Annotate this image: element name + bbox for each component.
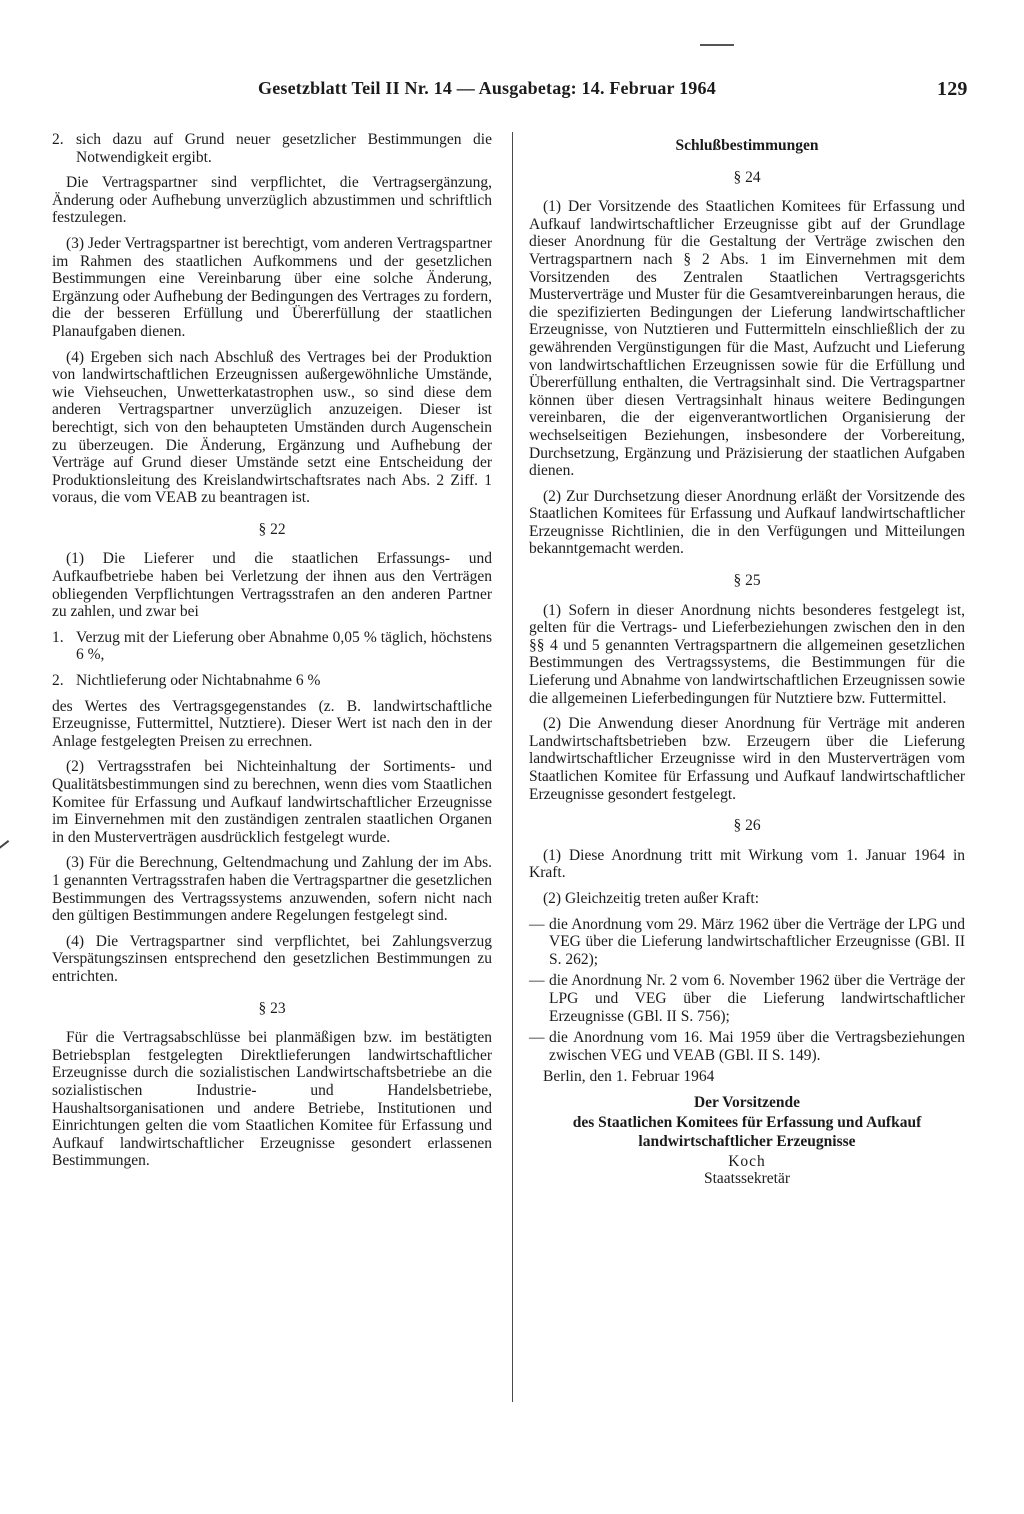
paragraph: des Wertes des Vertragsgegenstandes (z. B. landwirtschaftliche Erzeugnisse, Futtermittel, Nutztiere). Dieser Wert ist nach den in der Anlage festgelegten Preisen zu errechnen. (52, 697, 492, 750)
dash-item-text: die Anordnung vom 29. März 1962 über die Verträge der LPG und VEG über die Lieferung landwirtschaftlicher Erzeugnisse (GBl. II S. 262); (549, 915, 965, 968)
dash-item (529, 916, 965, 969)
section-heading-24: § 24 (733, 168, 761, 186)
signature-title-line: des Staatlichen Komitees für Erfassung und Aufkauf (572, 1113, 922, 1131)
paragraph: (3) Für die Berechnung, Geltendmachung und Zahlung der im Abs. 1 genannten Vertragsstrafen haben die Vertragspartner die gesetzlichen Bestimmungen des Vertragssystems anzuwenden, sofern nicht nach den gültigen Bestimmungen andere Regelungen festgelegt sind. (52, 854, 492, 925)
dash-item-text: die Anordnung Nr. 2 vom 6. November 1962 über die Verträge der LPG und VEG über die Lieferung landwirtschaftlicher Erzeugnisse (GBl. II S. 756); (549, 972, 965, 1025)
signature-title-line: landwirtschaftlicher Erzeugnisse (638, 1133, 856, 1151)
list-item (52, 131, 492, 166)
paragraph: (4) Ergeben sich nach Abschluß des Vertrages bei der Produktion von landwirtschaftlichen Erzeugnissen außergewöhnliche Umstände, wie Viehseuchen, Unwetterkatastrophen usw., so sind diese dem anderen Vertragspartner unverzüglich anzuzeigen. Dieser ist berechtigt, sich von den behaupteten Umständen durch Augenschein zu überzeugen. Die Änderung, Ergänzung und Aufhebung der Verträge auf Grund dieser Umstände setzt eine Entscheidung der Produktionsleitung des Kreislandwirtschaftsrates nach Abs. 2 Ziff. 1 voraus, die vom VEAB zu beantragen ist. (52, 348, 492, 507)
header-title: Gesetzblatt Teil II Nr. 14 — Ausgabetag: 14. Februar 1964 (258, 78, 716, 98)
page-number: 129 (937, 78, 968, 100)
signature-block (529, 1094, 965, 1188)
dash-marker: — (529, 1029, 545, 1047)
list-item-text: Nichtlieferung oder Nichtabnahme 6 % (76, 672, 321, 690)
paragraph: Die Vertragspartner sind verpflichtet, die Vertragsergänzung, Änderung oder Aufhebung unverzüglich abzustimmen und schriftlich festzulegen. (52, 174, 492, 227)
section-heading-26: § 26 (733, 817, 761, 835)
signatory-role: Staatssekretär (703, 1170, 791, 1188)
list-item-number: 1. (52, 628, 64, 646)
list-item-number: 2. (52, 131, 64, 148)
dash-marker: — (529, 915, 545, 933)
running-header (0, 74, 1024, 104)
scan-mark (700, 44, 734, 46)
signatory-name: Koch (728, 1152, 766, 1170)
list-item (52, 629, 492, 664)
paragraph: (2) Gleichzeitig treten außer Kraft: (543, 889, 760, 907)
paragraph: (1) Die Lieferer und die staatlichen Erfassungs- und Aufkaufbetriebe haben bei Verletzung der ihnen aus den Verträgen obliegenden Verpflichtungen Vertragsstrafen an den anderen Partner zu zahlen, und zwar bei (52, 550, 492, 621)
paragraph: (1) Diese Anordnung tritt mit Wirkung vom 1. Januar 1964 in Kraft. (529, 846, 965, 882)
section-heading-22: § 22 (258, 520, 286, 538)
section-heading-23: § 23 (258, 999, 286, 1017)
list-item (52, 672, 492, 690)
paragraph: (2) Die Anwendung dieser Anordnung für Verträge mit anderen Landwirtschaftsbetrieben bzw. Erzeugern über die Lieferung landwirtschaftlicher Erzeugnisse wird in den Musterverträgen vom Staatlichen Komitee für Erfassung und Aufkauf landwirtschaftlicher Erzeugnisse gesondert festgelegt. (529, 715, 965, 803)
right-column (529, 131, 965, 1188)
list-item-text: sich dazu auf Grund neuer gesetzlicher Bestimmungen die Notwendigkeit ergibt. (76, 131, 492, 166)
dash-marker: — (529, 972, 545, 990)
paragraph: (2) Vertragsstrafen bei Nichteinhaltung der Sortiments- und Qualitätsbestimmungen sind zu berechnen, wenn dies vom Staatlichen Komitee für Erfassung und Aufkauf landwirtschaftlicher Erzeugnisse im Einvernehmen mit den zuständigen zentralen staatlichen Organen in den Musterverträgen ausdrücklich festgelegt wurde. (52, 758, 492, 846)
paragraph: (2) Zur Durchsetzung dieser Anordnung erläßt der Vorsitzende des Staatlichen Komitees für Erfassung und Aufkauf landwirtschaftlicher Erzeugnisse Richtlinien, die in den Verfügungen und Mitteilungen bekanntgemacht werden. (529, 487, 965, 558)
left-column (52, 131, 492, 1178)
column-divider (512, 132, 513, 1402)
paragraph: (3) Jeder Vertragspartner ist berechtigt, vom anderen Vertragspartner im Rahmen des staatlichen Aufkommens und der gesetzlichen Bestimmungen eine Vereinbarung über eine solche Änderung, Ergänzung oder Aufhebung der Bedingungen des Vertrages zu fordern, die der besseren Erfüllung und Übererfüllung der staatlichen Planaufgaben dienen. (52, 234, 492, 340)
margin-pen-mark (0, 840, 9, 867)
list-item-text: Verzug mit der Lieferung ober Abnahme 0,05 % täglich, höchstens 6 %, (76, 628, 492, 664)
paragraph: (4) Die Vertragspartner sind verpflichtet, bei Zahlungsverzug Verspätungszinsen entsprechend den gesetzlichen Bestimmungen zu entrichten. (52, 932, 492, 985)
paragraph: (1) Der Vorsitzende des Staatlichen Komitees für Erfassung und Aufkauf landwirtschaftlicher Erzeugnisse gibt auf der Grundlage dieser Anordnung für die Gestaltung der Verträge zwischen den Vertragspartnern nach § 2 Abs. 1 im Einvernehmen mit dem Vorsitzenden des Zentralen Staatlichen Vertragsgerichts Musterverträge und Muster für die Gesamtvereinbarungen heraus, die die spezifizierten Bedingungen der Lieferung landwirtschaftlicher Erzeugnisse, von Nutztieren und Futtermitteln einschließlich der zu gewährenden Vergünstigungen für die Mast, Aufzucht und Lieferung von landwirtschaftlichen Erzeugnissen sowie für die Erfüllung und Übererfüllung enthalten, die Vertragsinhalt sind. Die Vertragspartner können über diesen Vertragsinhalt hinaus weitere Bedingungen vereinbaren, die der eigenverantwortlichen Organisierung der wechselseitigen Beziehungen, insbesondere der Vorbereitung, Durchsetzung, Ergänzung und Präzisierung der staatlichen Aufgaben dienen. (529, 198, 965, 480)
signature-title-line: Der Vorsitzende (693, 1093, 801, 1111)
place-and-date: Berlin, den 1. Februar 1964 (543, 1068, 715, 1086)
list-item-number: 2. (52, 672, 64, 690)
dash-item (529, 1029, 965, 1064)
section-heading-25: § 25 (733, 572, 761, 590)
paragraph: (1) Sofern in dieser Anordnung nichts besonderes festgelegt ist, gelten für die Vertrags- und Lieferbeziehungen zwischen den in den §§ 4 und 5 genannten Vertragspartnern die allgemeinen gesetzlichen Bestimmungen des Vertragssystems, die Bestimmungen für die Lieferung und Abnahme von landwirtschaftlichen Erzeugnissen sowie die allgemeinen Lieferbedingungen für Nutztiere bzw. Futtermittel. (529, 601, 965, 707)
dash-item (529, 972, 965, 1025)
paragraph: Für die Vertragsabschlüsse bei planmäßigen bzw. im bestätigten Betriebsplan festgelegten Direktlieferungen landwirtschaftlicher Erzeugnisse durch die sozialistischen Landwirtschaftsbetriebe an die sozialistischen Industrie- und Handelsbetriebe, Haushaltsorganisationen und andere Betriebe, Institutionen und Einrichtungen gelten die vom Staatlichen Komitee für Erfassung und Aufkauf landwirtschaftlicher Erzeugnisse gesondert erlassenen Bestimmungen. (52, 1029, 492, 1170)
dash-item-text: die Anordnung vom 16. Mai 1959 über die Vertragsbeziehungen zwischen VEG und VEAB (GBl. II S. 149). (549, 1029, 965, 1064)
final-provisions-heading: Schlußbestimmungen (675, 137, 819, 154)
